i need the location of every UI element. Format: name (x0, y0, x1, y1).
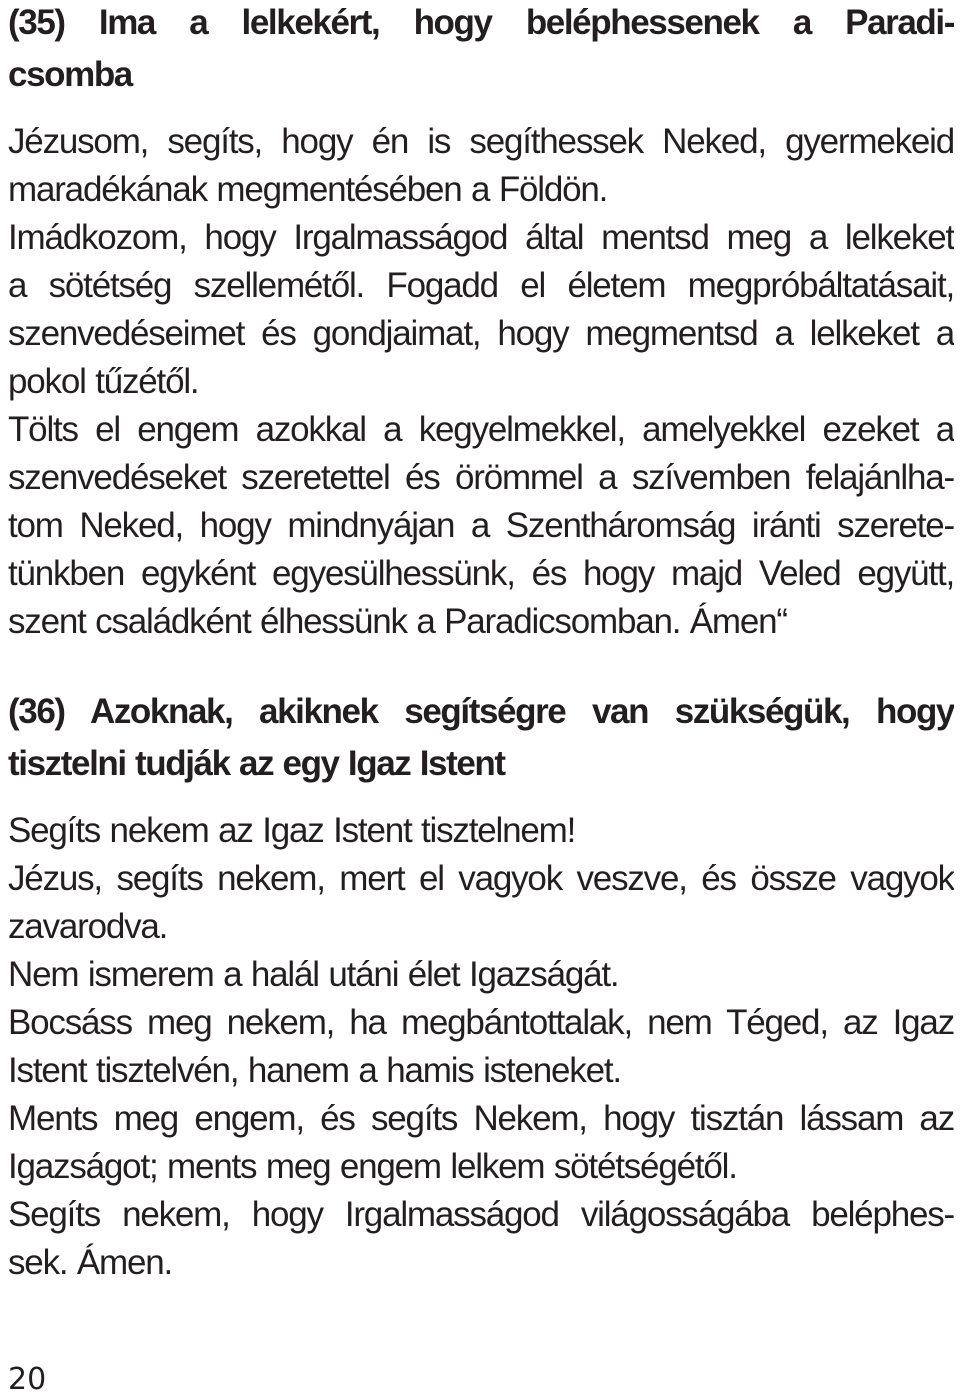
body-line: Istent tisztelvén, hanem a hamis isteneket. (8, 1051, 621, 1090)
prayer-36-body (8, 807, 954, 1287)
body-line: Nem ismerem a halál utáni élet Igazságát. (8, 955, 619, 994)
heading-line: tisztelni tudják az egy Igaz Istent (8, 744, 505, 783)
body-line: Tölts el engem azokkal a kegyelmekkel, amelyekkel ezeket a (8, 410, 954, 449)
body-line: tom Neked, hogy mindnyájan a Szentháromság iránti szerete- (8, 506, 954, 545)
body-line: Jézus, segíts nekem, mert el vagyok veszve, és össze vagyok (8, 859, 954, 898)
prayer-36-heading (8, 686, 954, 790)
page-number: 20 (8, 1362, 47, 1397)
body-line: Segíts nekem, hogy Irgalmasságod világosságába beléphes- (8, 1195, 954, 1234)
body-line: szenvedéseimet és gondjaimat, hogy megmentsd a lelkeket a (8, 314, 954, 353)
body-line: Jézusom, segíts, hogy én is segíthessek Neked, gyermekeid (8, 122, 954, 161)
body-line: zavarodva. (8, 907, 168, 946)
body-line: Ments meg engem, és segíts Nekem, hogy tisztán lássam az (8, 1099, 954, 1138)
heading-line: csomba (8, 55, 132, 94)
body-line: pokol tűzétől. (8, 362, 199, 401)
body-line: a sötétség szellemétől. Fogadd el életem megpróbáltatásait, (8, 266, 954, 305)
body-line: szent családként élhessünk a Paradicsomban. Ámen“ (8, 602, 787, 641)
body-line: maradékának megmentésében a Földön. (8, 170, 608, 209)
body-line: Imádkozom, hogy Irgalmasságod által mentsd meg a lelkeket (8, 218, 954, 257)
body-line: Segíts nekem az Igaz Istent tisztelnem! (8, 811, 576, 850)
body-line: sek. Ámen. (8, 1243, 173, 1282)
body-line: Igazságot; ments meg engem lelkem sötétségétől. (8, 1147, 737, 1186)
prayer-35-heading (8, 0, 954, 101)
body-line: szenvedéseket szeretettel és örömmel a szívemben felajánlha- (8, 458, 954, 497)
body-line: Bocsáss meg nekem, ha megbántottalak, nem Téged, az Igaz (8, 1003, 954, 1042)
body-line: tünkben egyként egyesülhessünk, és hogy majd Veled együtt, (8, 554, 954, 593)
heading-line: (36) Azoknak, akiknek segítségre van szükségük, hogy (8, 692, 954, 731)
prayer-35-body (8, 118, 954, 646)
heading-line: (35) Ima a lelkekért, hogy beléphessenek a Paradi- (8, 3, 954, 42)
